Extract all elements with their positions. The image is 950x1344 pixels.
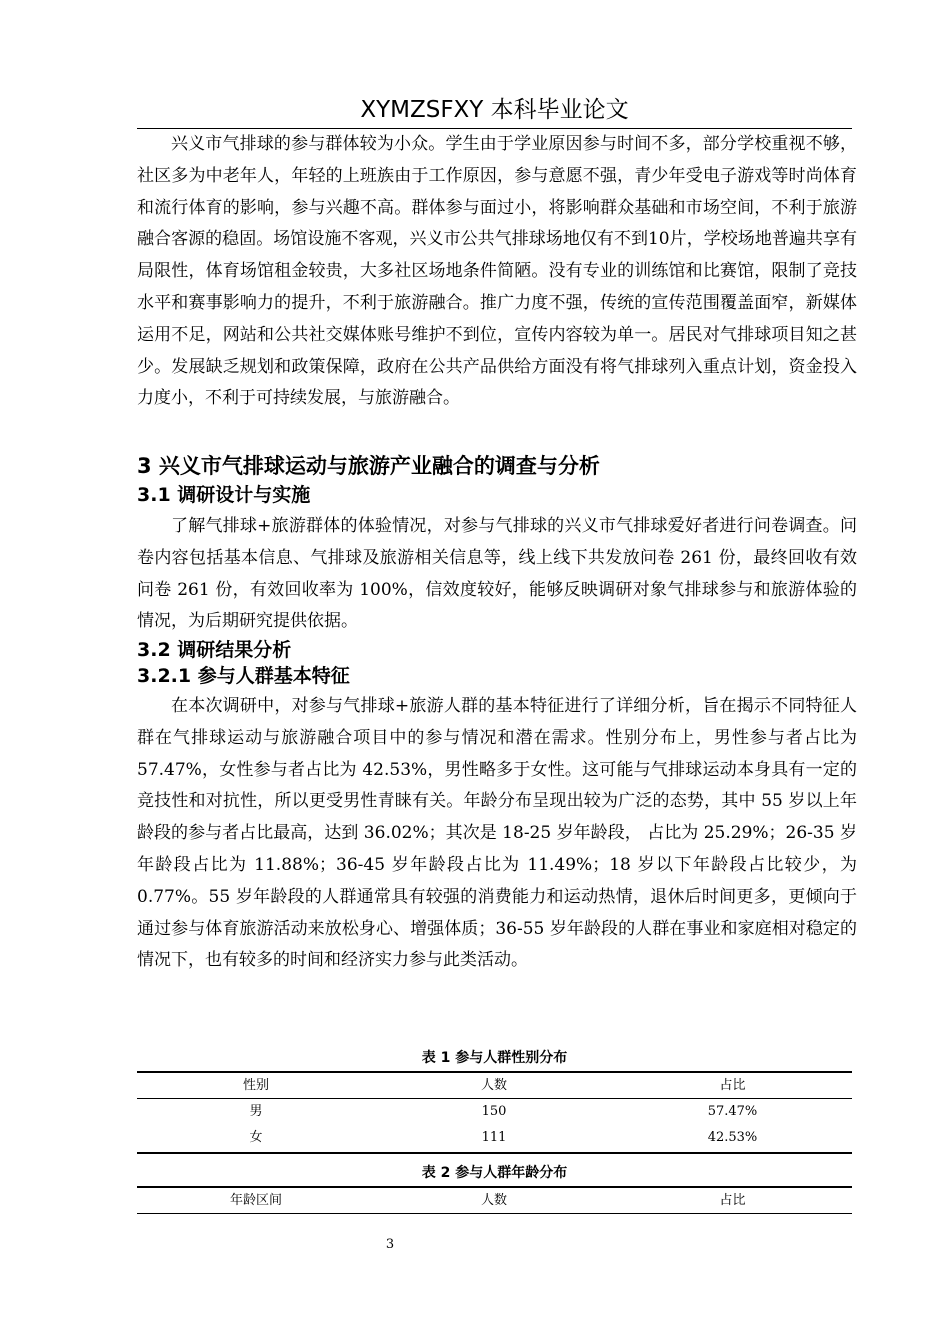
table2-header-percent: 占比 (719, 1193, 746, 1208)
page-header-title: XYMZSFXY 本科毕业论文 (360, 97, 629, 123)
table1-cell-percent: 57.47% (707, 1104, 758, 1119)
table1-header-count: 人数 (480, 1078, 507, 1093)
table1-header-gender: 性别 (242, 1078, 269, 1093)
table1-header-percent: 占比 (719, 1078, 746, 1093)
table1-cell-gender: 女 (249, 1130, 263, 1145)
table1-cell-gender: 男 (249, 1104, 263, 1119)
section-heading-3-2: 3.2 调研结果分析 (137, 639, 292, 661)
table1-top-rule (137, 1071, 852, 1073)
table2-top-rule (137, 1186, 852, 1188)
table2-header-rule (137, 1213, 852, 1214)
table1-caption: 表 1 参与人群性别分布 (421, 1050, 568, 1066)
table1-cell-count: 150 (481, 1104, 507, 1119)
table2-header-age: 年龄区间 (229, 1193, 282, 1208)
table2-header-row (137, 1189, 852, 1213)
page-number: 3 (385, 1237, 395, 1252)
table1-header-row (137, 1074, 852, 1098)
table1-cell-percent: 42.53% (707, 1130, 758, 1145)
paragraph-participation: 兴义市气排球的参与群体较为小众。学生由于学业原因参与时间不多，部分学校重视不够，社区多为中老年人，年轻的上班族由于工作原因，参与意愿不强，青少年受电子游戏等时尚体育和流行体育的影响，参与兴趣不高。群体参与面过小，将影响群众基础和市场空间，不利于旅游融合客源的稳固。场馆设施不客观，兴义市公共气排球场地仅有不到10片，学校场地普遍共享有局限性，体育场馆租金较贵，大多社区场地条件简陋。没有专业的训练馆和比赛馆，限制了竞技水平和赛事影响力的提升，不利于旅游融合。推广力度不强，传统的宣传范围覆盖面窄，新媒体运用不足，网站和公共社交媒体账号维护不到位，宣传内容较为单一。居民对气排球项目知之甚少。发展缺乏规划和政策保障，政府在公共产品供给方面没有将气排球列入重点计划，资金投入力度小，不利于可持续发展，与旅游融合。 (137, 134, 857, 409)
table-row (137, 1100, 852, 1124)
paragraph-basic-characteristics: 在本次调研中，对参与气排球+旅游人群的基本特征进行了详细分析，旨在揭示不同特征人群在气排球运动与旅游融合项目中的参与情况和潜在需求。性别分布上，男性参与者占比为 57.47%，女性参与者占比为 42.53%，男性略多于女性。这可能与气排球运动本身具有一定的竞技性和对抗性，所以更受男性青睐有关。年龄分布呈现出较为广泛的态势，其中 55 岁以上年龄段的参与者占比最高，达到 36.02%；其次是 18-25 岁年龄段， 占比为 25.29%；26-35 岁年龄段占比为 11.88%；36-45 岁年龄段占比为 11.49%；18 岁以下年龄段占比较少，为 0.77%。55 岁年龄段的人群通常具有较强的消费能力和运动热情，退休后时间更多，更倾向于通过参与体育旅游活动来放松身心、增强体质；36-55 岁年龄段的人群在事业和家庭相对稳定的情况下，也有较多的时间和经济实力参与此类活动。 (137, 696, 857, 971)
table1-cell-count: 111 (481, 1130, 507, 1145)
table-row (137, 1126, 852, 1150)
table1-header-rule (137, 1098, 852, 1099)
table1-bottom-rule (137, 1152, 852, 1154)
paragraph-survey-design: 了解气排球+旅游群体的体验情况，对参与气排球的兴义市气排球爱好者进行问卷调查。问卷内容包括基本信息、气排球及旅游相关信息等，线上线下共发放问卷 261 份，最终回收有效问卷 261 份，有效回收率为 100%，信效度较好，能够反映调研对象气排球参与和旅游体验的情况，为后期研究提供依据。 (137, 516, 857, 632)
section-heading-3: 3 兴义市气排球运动与旅游产业融合的调查与分析 (137, 454, 600, 478)
section-heading-3-1: 3.1 调研设计与实施 (137, 484, 311, 506)
table2-header-count: 人数 (480, 1193, 507, 1208)
table2-caption: 表 2 参与人群年龄分布 (421, 1165, 568, 1181)
section-heading-3-2-1: 3.2.1 参与人群基本特征 (137, 665, 350, 687)
